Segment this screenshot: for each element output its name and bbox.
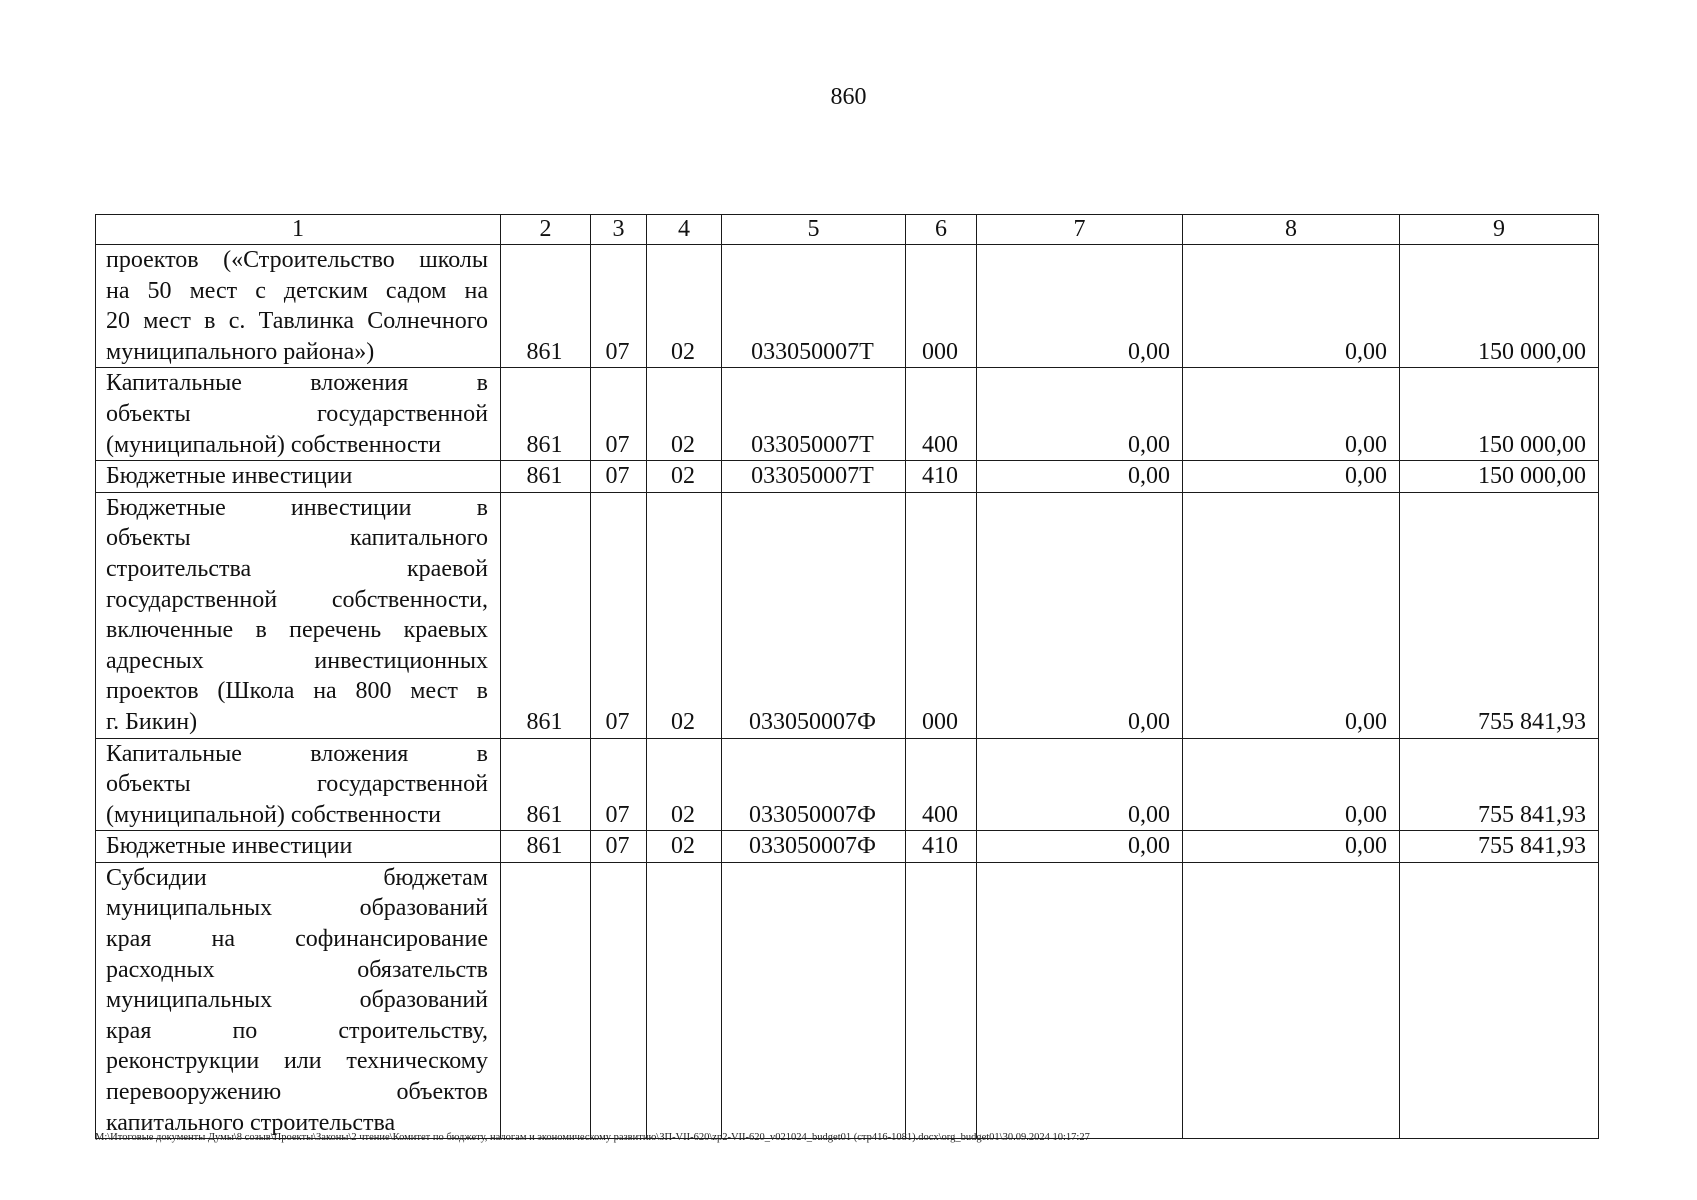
row-description [96,368,501,461]
row-description [96,245,501,368]
amount-col-9 [1400,862,1599,1138]
amount-col-8: 0,00 [1183,245,1400,368]
subsection-code: 02 [647,492,722,738]
column-header-1: 1 [96,215,501,245]
amount-col-7: 0,00 [977,492,1183,738]
column-header-9: 9 [1400,215,1599,245]
row-description [96,738,501,831]
amount-col-9: 755 841,93 [1400,738,1599,831]
column-header-3: 3 [591,215,647,245]
description-line: Бюджетные инвестиции [106,463,353,490]
description-line: Капитальные вложения в [106,740,488,767]
table-row [96,738,1599,831]
ministry-code: 861 [501,461,591,493]
amount-col-7: 0,00 [977,831,1183,863]
description-line: государственной собственности, [106,586,488,613]
expense-type-code: 000 [906,245,977,368]
amount-col-9: 150 000,00 [1400,245,1599,368]
ministry-code: 861 [501,245,591,368]
section-code [591,862,647,1138]
table-row [96,862,1599,1138]
target-article-code: 033050007Ф [722,492,906,738]
description-line: г. Бикин) [106,708,198,735]
description-line: Бюджетные инвестиции в [106,494,488,521]
amount-col-7 [977,862,1183,1138]
row-description [96,461,501,493]
subsection-code: 02 [647,461,722,493]
column-header-7: 7 [977,215,1183,245]
target-article-code: 033050007Ф [722,738,906,831]
document-path-footer: M:\Итоговые документы Думы\8 созыв\Проекты\Законы\2 чтение\Комитет по бюджету, налогам и экономическому развитию\ЗП-VII-620\zp2-VII-620_v021024_budget01 (стр416-1081).docx\org_budget01\30.09.2024 10:17:27 [95,1132,1090,1143]
description-line: муниципальных образований [106,895,488,922]
target-article-code: 033050007Т [722,368,906,461]
description-line: включенные в перечень краевых [106,617,488,644]
ministry-code: 861 [501,368,591,461]
section-code: 07 [591,492,647,738]
expense-type-code: 400 [906,368,977,461]
description-line: (муниципальной) собственности [106,801,441,828]
section-code: 07 [591,461,647,493]
description-line: объекты государственной [106,771,488,798]
subsection-code: 02 [647,738,722,831]
amount-col-9: 150 000,00 [1400,368,1599,461]
amount-col-7: 0,00 [977,245,1183,368]
description-line: (муниципальной) собственности [106,431,441,458]
amount-col-8: 0,00 [1183,461,1400,493]
table-row [96,831,1599,863]
description-line: Субсидии бюджетам [106,864,488,891]
target-article-code: 033050007Т [722,245,906,368]
column-header-6: 6 [906,215,977,245]
ministry-code: 861 [501,831,591,863]
description-line: адресных инвестиционных [106,647,488,674]
description-line: края по строительству, [106,1017,488,1044]
description-line: Капитальные вложения в [106,370,488,397]
description-line: 20 мест в с. Тавлинка Солнечного [106,308,488,335]
expense-type-code: 400 [906,738,977,831]
section-code: 07 [591,368,647,461]
subsection-code [647,862,722,1138]
description-line: реконструкции или техническому [106,1048,488,1075]
amount-col-9: 755 841,93 [1400,831,1599,863]
amount-col-9: 755 841,93 [1400,492,1599,738]
target-article-code: 033050007Т [722,461,906,493]
subsection-code: 02 [647,245,722,368]
column-header-4: 4 [647,215,722,245]
column-header-2: 2 [501,215,591,245]
description-line: строительства краевой [106,555,488,582]
amount-col-8: 0,00 [1183,738,1400,831]
section-code: 07 [591,245,647,368]
description-line: перевооружению объектов [106,1079,488,1106]
row-description [96,492,501,738]
expense-type-code: 410 [906,831,977,863]
page-number: 860 [830,84,867,110]
column-header-5: 5 [722,215,906,245]
row-description [96,862,501,1138]
amount-col-7: 0,00 [977,461,1183,493]
table-row [96,245,1599,368]
description-line: муниципального района») [106,338,375,365]
subsection-code: 02 [647,831,722,863]
description-line: расходных обязательств [106,956,488,983]
amount-col-9: 150 000,00 [1400,461,1599,493]
table-row [96,461,1599,493]
description-line: проектов (Школа на 800 мест в [106,678,488,705]
table-body [96,245,1599,1139]
amount-col-8 [1183,862,1400,1138]
table-row [96,368,1599,461]
section-code: 07 [591,831,647,863]
amount-col-8: 0,00 [1183,368,1400,461]
description-line: объекты государственной [106,400,488,427]
target-article-code [722,862,906,1138]
expense-type-code [906,862,977,1138]
ministry-code: 861 [501,738,591,831]
table-header-row [96,215,1599,245]
description-line: муниципальных образований [106,987,488,1014]
amount-col-8: 0,00 [1183,492,1400,738]
description-line: на 50 мест с детским садом на [106,277,488,304]
budget-table [95,214,1599,1139]
row-description [96,831,501,863]
amount-col-8: 0,00 [1183,831,1400,863]
description-line: объекты капитального [106,525,488,552]
column-header-8: 8 [1183,215,1400,245]
ministry-code: 861 [501,492,591,738]
description-line: Бюджетные инвестиции [106,833,353,860]
description-line: капитального строительства [106,1109,396,1136]
expense-type-code: 410 [906,461,977,493]
subsection-code: 02 [647,368,722,461]
amount-col-7: 0,00 [977,738,1183,831]
description-line: края на софинансирование [106,926,488,953]
target-article-code: 033050007Ф [722,831,906,863]
description-line: проектов («Строительство школы [106,247,488,273]
section-code: 07 [591,738,647,831]
amount-col-7: 0,00 [977,368,1183,461]
ministry-code [501,862,591,1138]
expense-type-code: 000 [906,492,977,738]
table-row [96,492,1599,738]
